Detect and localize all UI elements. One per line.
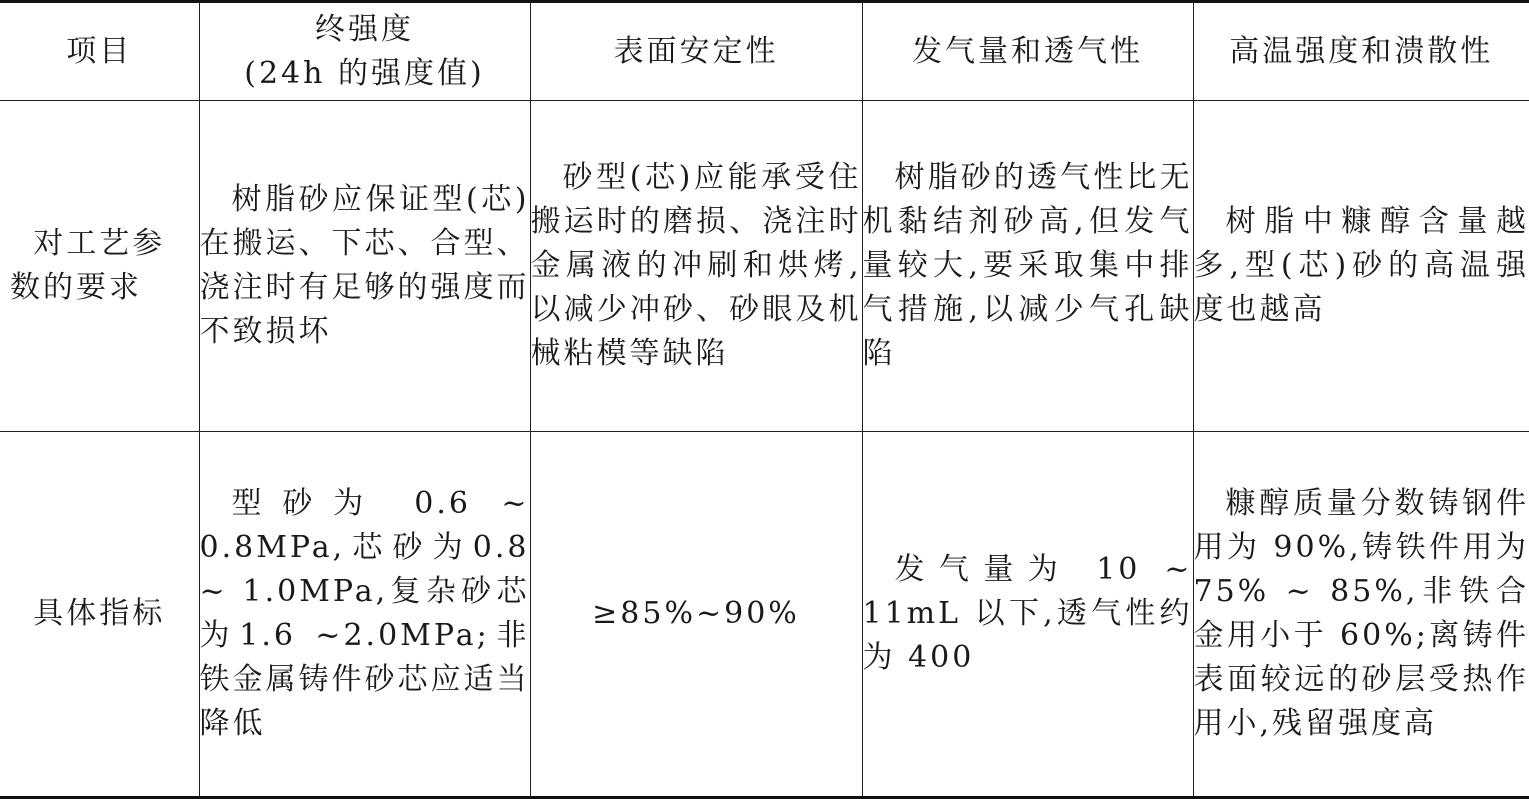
- cell-text: 型砂为 0.6 ~ 0.8MPa,芯砂为0.8 ~ 1.0MPa,复杂砂芯为1.6 ~2.0MPa;非铁金属铸件砂芯应适当降低: [199, 486, 530, 741]
- header-item: 项目: [0, 2, 199, 101]
- cell-spec-high-temp: [1193, 432, 1529, 798]
- row-label-line2: 数的要求: [10, 270, 142, 305]
- cell-req-gas-permeability: [862, 101, 1193, 432]
- cell-req-final-strength: [199, 101, 530, 432]
- header-gas-permeability: 发气量和透气性: [862, 2, 1193, 101]
- cell-text: ≥85%~90%: [592, 596, 800, 631]
- row-label-line1: 对工艺参: [33, 226, 166, 261]
- header-high-temp: 高温强度和溃散性: [1193, 2, 1529, 101]
- cell-spec-gas-permeability: [862, 432, 1193, 798]
- header-surface-stability: 表面安定性: [530, 2, 862, 101]
- header-final-strength-title: 终强度: [315, 11, 414, 47]
- header-row: [0, 2, 1529, 101]
- table-row: [0, 101, 1529, 432]
- cell-req-high-temp: [1193, 101, 1529, 432]
- cell-text: 糠醇质量分数铸钢件用为 90%,铸铁件用为 75% ~ 85%,非铁合金用小于 60%;离铸件表面较远的砂层受热作用小,残留强度高: [1193, 486, 1529, 741]
- cell-text: 树脂砂的透气性比无机黏结剂砂高,但发气量较大,要采取集中排气措施,以减少气孔缺陷: [862, 160, 1193, 371]
- cell-spec-surface-stability: [530, 432, 862, 798]
- cell-text: 树脂中糠醇含量越多,型(芯)砂的高温强度也越高: [1193, 204, 1529, 327]
- cell-text: 砂型(芯)应能承受住搬运时的磨损、浇注时金属液的冲刷和烘烤,以减少冲砂、砂眼及机械粘模等缺陷: [530, 160, 862, 371]
- row-label-specs: 具体指标: [0, 432, 199, 798]
- row-label-requirements: [0, 101, 199, 432]
- cell-text: 树脂砂应保证型(芯)在搬运、下芯、合型、浇注时有足够的强度而不致损坏: [199, 182, 530, 349]
- header-final-strength-note: (24h 的强度值): [244, 55, 485, 91]
- header-final-strength: [199, 2, 530, 101]
- table-row: [0, 432, 1529, 798]
- cell-req-surface-stability: [530, 101, 862, 432]
- cell-text: 发气量为 10 ~ 11mL 以下,透气性约为 400: [862, 552, 1193, 675]
- cell-spec-final-strength: [199, 432, 530, 798]
